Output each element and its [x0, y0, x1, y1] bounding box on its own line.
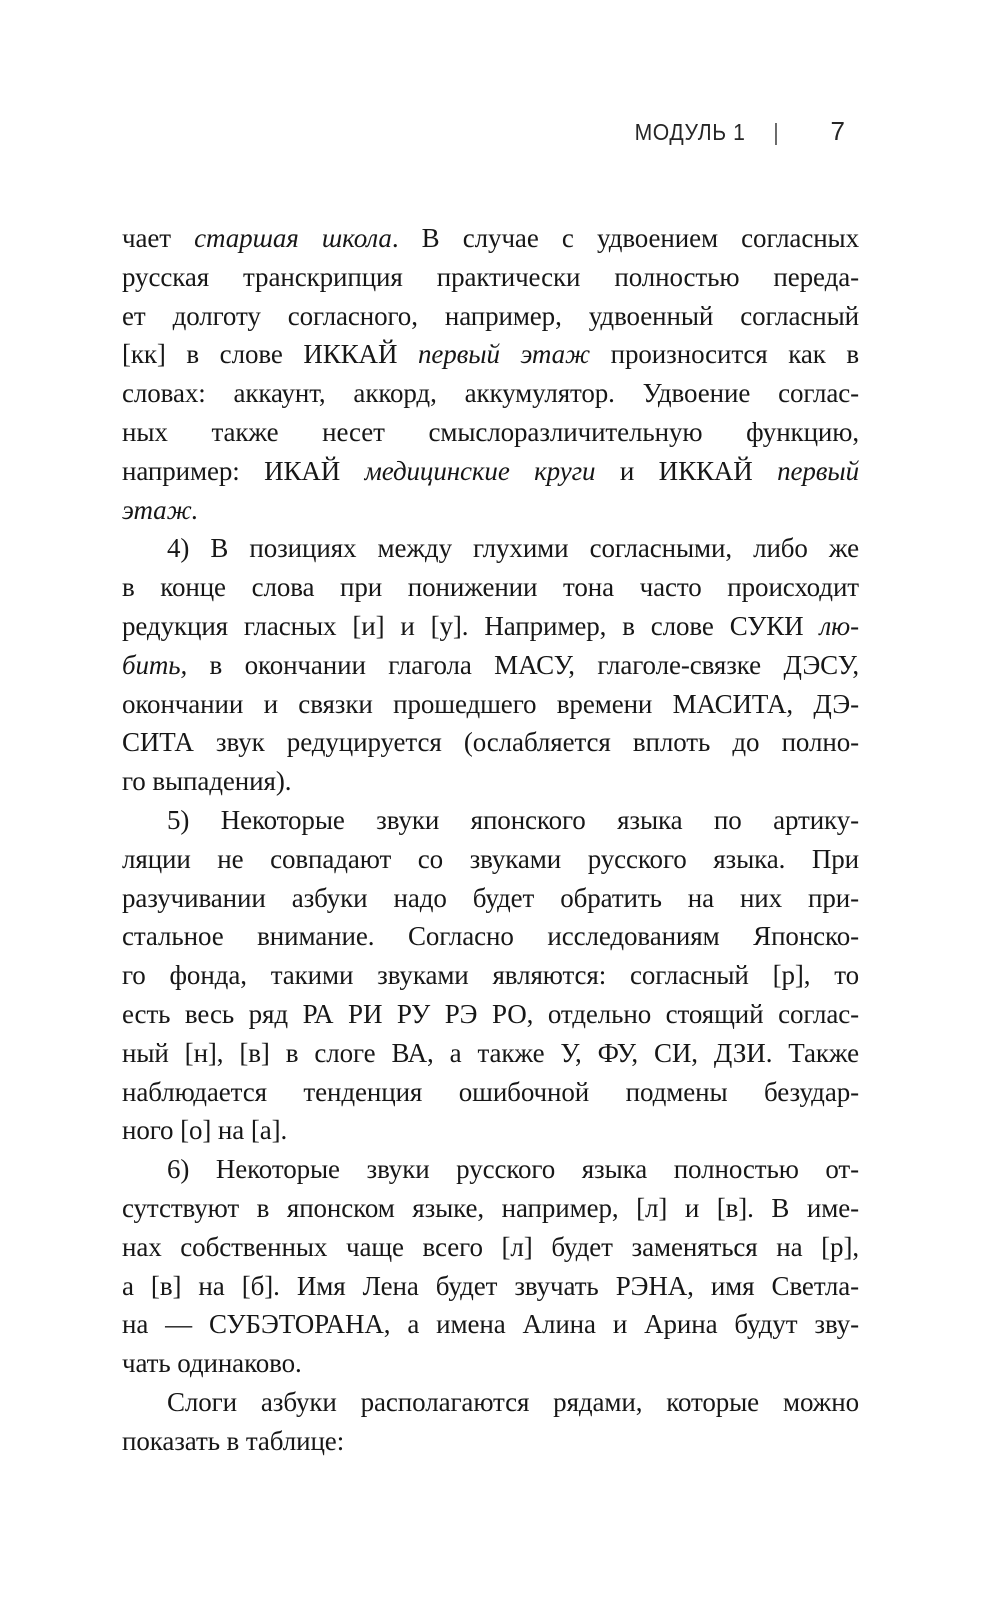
text-line [122, 1034, 859, 1073]
text-run: нах собственных чаще всего [л] будет заменяться на [р], [122, 1231, 859, 1262]
page-content [122, 219, 859, 1461]
text-run: [кк] в слове ИККАЙ [122, 339, 418, 370]
text-run: ный [н], [в] в слоге ВА, а также У, ФУ, СИ, ДЗИ. Также [122, 1037, 859, 1068]
header-separator: | [773, 119, 778, 145]
page-number: 7 [830, 116, 845, 146]
text-line [122, 297, 859, 336]
text-run: русская транскрипция практически полностью переда- [122, 261, 859, 292]
text-line [122, 1422, 859, 1461]
module-label: МОДУЛЬ 1 [634, 119, 746, 145]
text-line [122, 801, 859, 840]
italic-run: лю- [819, 610, 859, 641]
text-line [122, 219, 859, 258]
text-line [122, 995, 859, 1034]
text-run: 6) Некоторые звуки русского языка полностью от- [167, 1154, 859, 1185]
text-line [122, 1150, 859, 1189]
text-run: например: ИКАЙ [122, 455, 365, 486]
text-run: показать в таблице: [122, 1425, 345, 1456]
text-line [122, 879, 859, 918]
text-run: окончании и связки прошедшего времени МАСИТА, ДЭ- [122, 688, 859, 719]
text-run: словах: аккаунт, аккорд, аккумулятор. Удвоение соглас- [122, 378, 859, 409]
paragraph [122, 219, 859, 529]
text-run: разучивании азбуки надо будет обратить на них при- [122, 882, 859, 913]
text-run: а [в] на [б]. Имя Лена будет звучать РЭНА, имя Светла- [122, 1270, 859, 1301]
paragraph [122, 801, 859, 1150]
text-run: произносится как в [590, 339, 859, 370]
text-run: СИТА звук редуцируется (ослабляется вплоть до полно- [122, 727, 859, 758]
text-run: в окончании глагола МАСУ, глаголе-связке ДЭСУ, [187, 649, 859, 680]
text-line [122, 491, 859, 530]
text-line [122, 413, 859, 452]
italic-run: старшая школа [194, 223, 392, 253]
paragraph [122, 1150, 859, 1383]
text-run: стальное внимание. Согласно исследованиям Японско- [122, 921, 859, 952]
text-line [122, 335, 859, 374]
text-run: 4) В позициях между глухими согласными, либо же [167, 533, 859, 564]
text-line [122, 956, 859, 995]
running-header [625, 116, 845, 147]
text-line [122, 723, 859, 762]
text-run: и ИККАЙ [595, 455, 778, 486]
text-line [122, 1111, 859, 1150]
paragraph [122, 1383, 859, 1461]
text-line [122, 452, 859, 491]
italic-run: первый этаж [417, 339, 591, 370]
text-line [122, 840, 859, 879]
italic-run: медицинские круги [364, 455, 596, 486]
text-run: чает [122, 223, 195, 253]
text-run: наблюдается тенденция ошибочной подмены безудар- [122, 1076, 859, 1107]
text-line [122, 374, 859, 413]
text-run: ного [о] на [а]. [122, 1115, 288, 1146]
text-run: сутствуют в японском языке, например, [л] и [в]. В име- [122, 1192, 859, 1223]
italic-run: этаж. [122, 494, 199, 525]
italic-run: первый [777, 455, 859, 486]
text-run: на — СУБЭТОРАНА, а имена Алина и Арина будут зву- [122, 1309, 859, 1340]
text-run: ляции не совпадают со звуками русского языка. При [122, 843, 859, 874]
text-line [122, 1267, 859, 1306]
text-line [122, 685, 859, 724]
text-line [122, 917, 859, 956]
text-line [122, 258, 859, 297]
text-line [122, 1344, 859, 1383]
text-line [122, 1228, 859, 1267]
text-run: в конце слова при понижении тона часто происходит [122, 572, 859, 603]
text-line [122, 1189, 859, 1228]
text-run: го фонда, такими звуками являются: согласный [р], то [122, 960, 859, 991]
text-line [122, 1073, 859, 1112]
text-run: ных также несет смыслоразличительную функцию, [122, 416, 859, 447]
text-run: ет долготу согласного, например, удвоенный согласный [122, 300, 859, 331]
text-run: Слоги азбуки располагаются рядами, которые можно [167, 1386, 859, 1417]
text-run: 5) Некоторые звуки японского языка по артику- [167, 804, 859, 835]
text-line [122, 1305, 859, 1344]
text-run: чать одинаково. [122, 1348, 302, 1379]
text-line [122, 607, 859, 646]
text-run: редукция гласных [и] и [у]. Например, в слове СУКИ [122, 610, 820, 641]
text-line [122, 646, 859, 685]
italic-run: бить, [122, 649, 188, 680]
text-run: . В случае с удвоением согласных [391, 223, 859, 253]
text-line [122, 529, 859, 568]
text-line [122, 762, 859, 801]
text-run: го выпадения). [122, 766, 292, 797]
text-line [122, 568, 859, 607]
text-run: есть весь ряд РА РИ РУ РЭ РО, отдельно стоящий соглас- [122, 998, 859, 1029]
text-line [122, 1383, 859, 1422]
paragraph [122, 529, 859, 801]
